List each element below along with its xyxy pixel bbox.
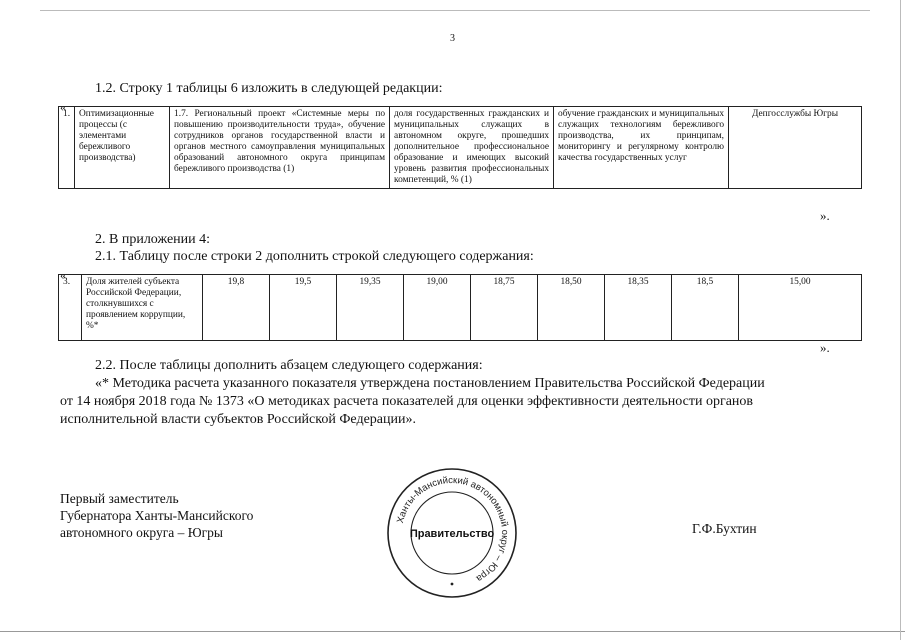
stamp-ring-text: Ханты-Мансийский автономный округ – Югра (395, 474, 511, 584)
row-name: Доля жителей субъекта Российской Федерации, столкнувшихся с проявлением коррупции, %* (82, 275, 203, 341)
position-line: Первый заместитель (60, 491, 179, 506)
row-name: Оптимизационные процессы (с элементами бережливого производства) (75, 107, 170, 189)
row-number: 1. (59, 107, 75, 189)
table-6-row (58, 106, 862, 189)
page-number: 3 (450, 33, 455, 44)
close-quote: ». (820, 340, 830, 355)
appendix-4-row (58, 274, 862, 341)
row-project: 1.7. Региональный проект «Системные меры по повышению производительности труда», обучение сотрудников органов государственной власти и органов местного самоуправления муниципальных образований автономного округа принципам бережливого производства (1) (170, 107, 390, 189)
stamp-center-text: Правительство (409, 528, 495, 540)
section-2-2-heading: 2.2. После таблицы дополнить абзацем следующего содержания: (95, 358, 483, 373)
paragraph-line: «* Методика расчета указанного показателя утверждена постановлением Правительства Российской Федерации (95, 376, 765, 391)
position-line: автономного округа – Югры (60, 525, 223, 540)
position-line: Губернатора Ханты-Мансийского (60, 508, 254, 523)
value-cell: 18,50 (538, 275, 605, 341)
section-2-1-heading: 2.1. Таблицу после строки 2 дополнить строкой следующего содержания: (95, 249, 534, 264)
signatory-name: Г.Ф.Бухтин (692, 521, 757, 536)
value-cell: 15,00 (739, 275, 862, 341)
row-responsible: Депгосслужбы Югры (729, 107, 862, 189)
signatory-position (60, 490, 253, 541)
close-quote: ». (820, 208, 830, 223)
paragraph-line: исполнительной власти субъектов Российской Федерации». (60, 412, 416, 427)
row-measures: обучение гражданских и муниципальных служащих технологиям бережливого производства, их принципам, мониторингу и регулярному контролю качества государственных услуг (554, 107, 729, 189)
row-indicator: доля государственных гражданских и муниципальных служащих в автономном округе, прошедших дополнительное профессиональное образование и имеющих высокий уровень развития профессиональных компетенций, % (1) (390, 107, 554, 189)
open-quote: « (60, 268, 66, 282)
section-2-heading: 2. В приложении 4: (95, 232, 211, 247)
value-cell: 19,35 (337, 275, 404, 341)
open-quote: « (60, 100, 66, 114)
scan-edge-top (40, 10, 870, 11)
value-cell: 19,5 (270, 275, 337, 341)
value-cell: 18,75 (471, 275, 538, 341)
stamp-dot (451, 583, 454, 586)
row-number: 3. (59, 275, 82, 341)
value-cell: 18,35 (605, 275, 672, 341)
value-cell: 19,00 (404, 275, 471, 341)
table-row (59, 107, 862, 189)
value-cell: 19,8 (203, 275, 270, 341)
section-1-2-heading: 1.2. Строку 1 таблицы 6 изложить в следующей редакции: (95, 81, 443, 96)
scan-edge-right (900, 0, 901, 640)
value-cell: 18,5 (672, 275, 739, 341)
official-stamp (385, 466, 519, 600)
scan-edge-bottom (0, 631, 905, 632)
paragraph-line: от 14 ноября 2018 года № 1373 «О методиках расчета показателей для оценки эффективности деятельности органов (60, 394, 754, 409)
table-row (59, 275, 862, 341)
